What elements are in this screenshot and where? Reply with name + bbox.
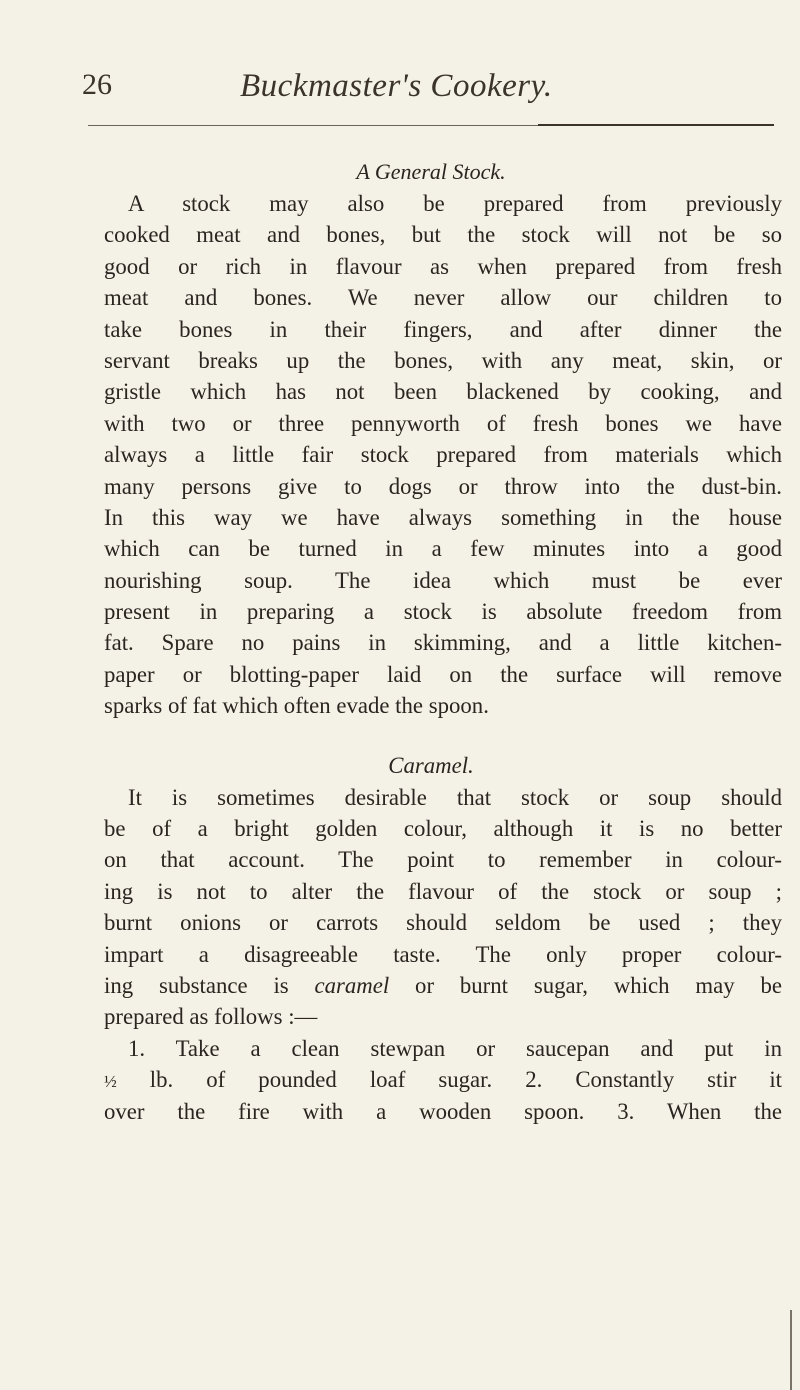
text-segment: ing substance is [104, 972, 315, 998]
text-line: cooked meat and bones, but the stock will not be so [104, 222, 782, 248]
running-head [82, 68, 782, 108]
text-line: good or rich in flavour as when prepared from fresh [104, 253, 782, 279]
section-title-general-stock: A General Stock. [356, 159, 506, 184]
fraction-half: ½ [104, 1072, 117, 1092]
text-line: which can be turned in a few minutes into a good [104, 536, 782, 562]
text-line: many persons give to dogs or throw into the dust-bin. [104, 473, 782, 499]
text-line: sparks of fat which often evade the spoon. [104, 693, 489, 719]
text-line: It is sometimes desirable that stock or soup should [128, 784, 782, 810]
text-line: impart a disagreeable taste. The only proper colour- [104, 941, 782, 967]
text-line: burnt onions or carrots should seldom be used ; they [104, 910, 782, 936]
caramel-italic: caramel [314, 972, 390, 998]
text-line: always a little fair stock prepared from materials which [104, 442, 782, 468]
text-line: 1. Take a clean stewpan or saucepan and put in [128, 1035, 782, 1061]
text-line: present in preparing a stock is absolute freedom from [104, 599, 782, 625]
text-line: over the fire with a wooden spoon. 3. When the [104, 1098, 782, 1124]
text-line: ing is not to alter the flavour of the stock or soup ; [104, 878, 782, 904]
text-line: with two or three pennyworth of fresh bones we have [104, 410, 782, 436]
paragraph-caramel [80, 782, 782, 1127]
paragraph-general-stock [80, 188, 782, 722]
text-line: fat. Spare no pains in skimming, and a little kitchen- [104, 630, 782, 656]
text-line: gristle which has not been blackened by cooking, and [104, 379, 782, 405]
text-line: A stock may also be prepared from previously [128, 191, 782, 216]
book-title: Buckmaster's Cookery. [240, 68, 553, 104]
text-line: In this way we have always something in the house [104, 504, 782, 530]
text-line: servant breaks up the bones, with any meat, skin, or [104, 347, 782, 373]
text-line: paper or blotting-paper laid on the surface will remove [104, 661, 782, 687]
text-line-with-fraction [80, 1064, 782, 1095]
text-line: be of a bright golden colour, although it is no better [104, 816, 782, 842]
section-gap [80, 722, 782, 750]
text-line: nourishing soup. The idea which must be ever [104, 567, 782, 593]
page-body [80, 150, 782, 1127]
text-line-with-italic [80, 970, 782, 1001]
page-number: 26 [82, 68, 112, 101]
text-segment: lb. of pounded loaf sugar. 2. Constantly stir it [116, 1067, 782, 1093]
text-line: on that account. The point to remember in colour- [104, 847, 782, 873]
text-segment: or burnt sugar, which may be [389, 972, 782, 998]
header-rule-thick [538, 124, 774, 126]
page-edge-mark [790, 1310, 792, 1390]
text-line: take bones in their fingers, and after dinner the [104, 316, 782, 342]
section-title-caramel: Caramel. [388, 752, 474, 778]
text-line: meat and bones. We never allow our children to [104, 285, 782, 311]
text-line: prepared as follows :— [104, 1004, 318, 1030]
